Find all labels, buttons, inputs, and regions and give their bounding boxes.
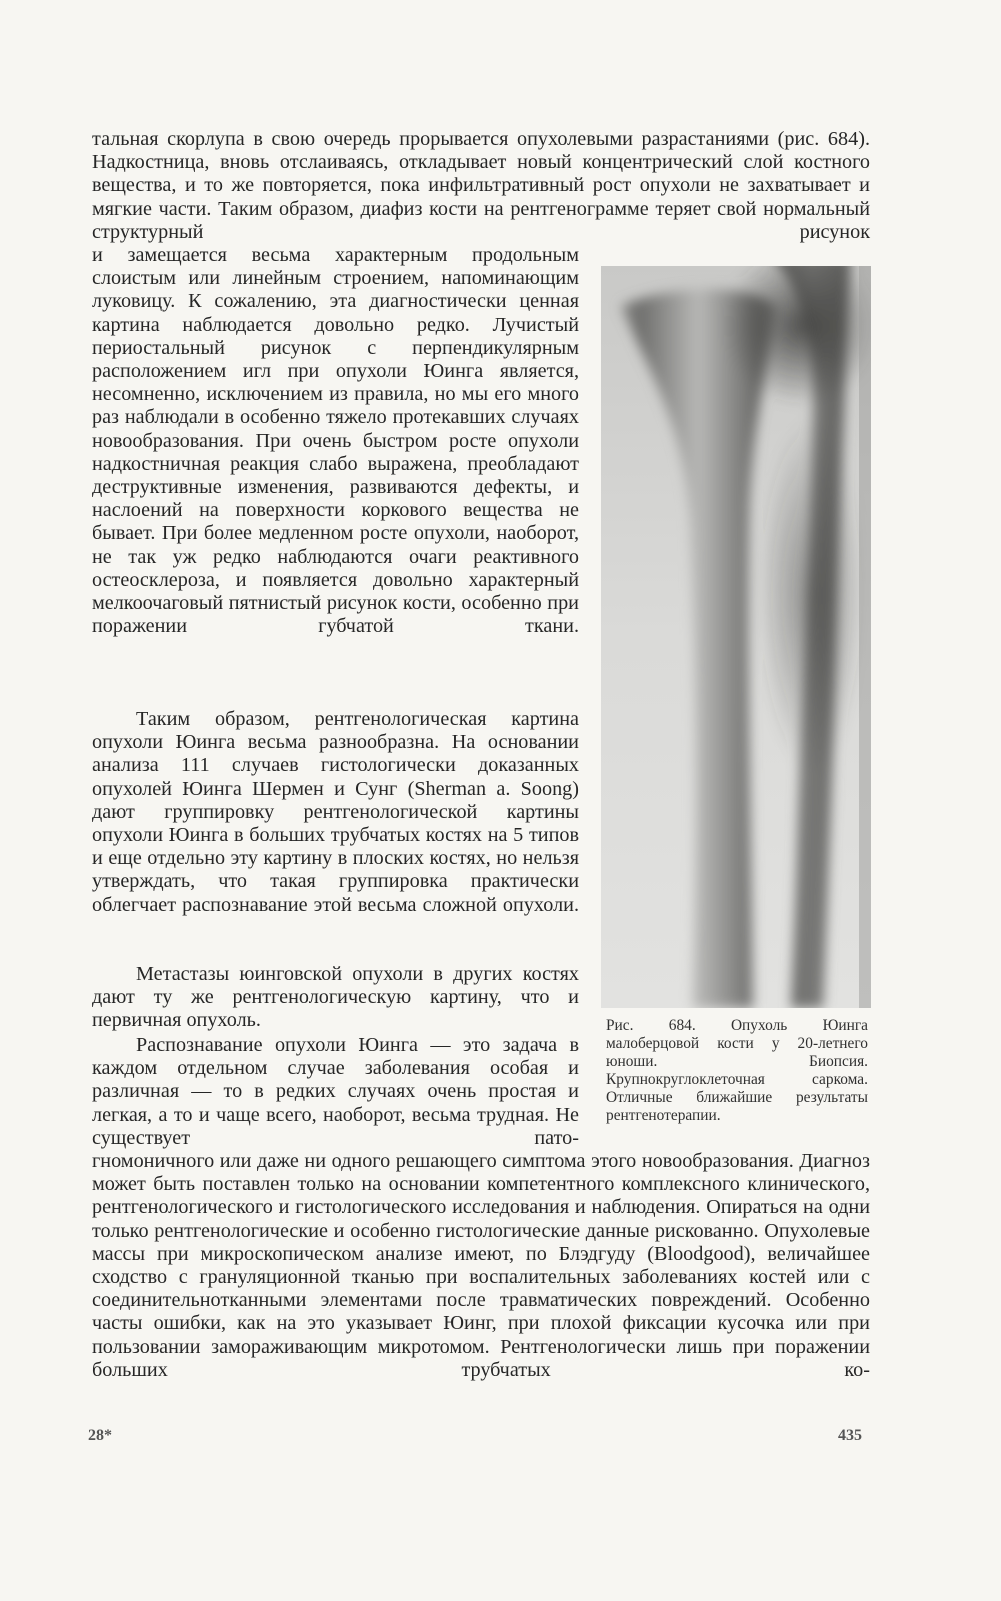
paragraph-metastases: Метастазы юинговской опухоли в других костях дают ту же рентгенологическую картину, что и первичная опухоль. — [92, 963, 579, 1032]
paragraph-bottom: гномоничного или даже ни одного решающего симптома этого новообразования. Диагноз может быть поставлен только на основании компетентного комплексного клинического, рентгенологического и гистологического исследования и наблюдения. Опираться на одни только рентгенологические и особенно гистологические данные рискованно. Опухолевые массы при микроскопическом анализе имеют, по Блэдгуду (Bloodgood), величайшее сходство с грануляционной тканью при воспалительных заболеваниях костей или с соединительнотканными элементами после травматических повреждений. Особенно часты ошибки, как на это указывает Юинг, при плохой фиксации кусочка или при пользовании замораживающим микротомом. Рентгенологически лишь при поражении больших трубчатых ко- — [92, 1150, 870, 1381]
paragraph-classification: Таким образом, рентгенологическая картина опухоли Юинга весьма разнообразна. На основании анализа 111 случаев гистологически доказанных опухолей Юинга Шермен и Сунг (Sherman a. Soong) дают группировку рентгенологической картины опухоли Юинга в больших трубчатых костях на 5 типов и еще отдельно эту картину в плоских костях, но нельзя утверждать, что такая группировка практически облегчает распознавание этой весьма сложной опухоли. — [92, 708, 579, 916]
paragraph-diagnosis: Распознавание опухоли Юинга — это задача в каждом отдельном случае заболевания особая и различная — то в редких случаях очень простая и легкая, а то и чаще всего, наоборот, весьма трудная. Не существует пато- — [92, 1034, 579, 1149]
signature-mark: 28* — [88, 1427, 112, 1444]
xray-image — [601, 266, 871, 1008]
figure-caption: Рис. 684. Опухоль Юинга малоберцовой кости у 20-летнего юноши. Биопсия. Крупнокруглоклеточная саркома. Отличные ближайшие результаты рентгенотерапии. — [606, 1017, 868, 1124]
page-number: 435 — [838, 1427, 862, 1444]
paragraph-top: тальная скорлупа в свою очередь прорывается опухолевыми разрастаниями (рис. 684). Надкостница, вновь отслаиваясь, откладывает новый концентрический слой костного вещества, и то же повторяется, пока инфильтративный рост опухоли не захватывает и мягкие части. Таким образом, диафиз кости на рентгенограмме теряет свой нормальный структурный рисунок — [92, 128, 870, 243]
paragraph-onion-pattern: и замещается весьма характерным продольным слоистым или линейным строением, напоминающим луковицу. К сожалению, эта диагностически ценная картина наблюдается довольно редко. Лучистый периостальный рисунок с перпендикулярным расположением игл при опухоли Юинга является, несомненно, исключением из правила, но мы его много раз наблюдали в особенно тяжело протекавших случаях новообразования. При очень быстром росте опухоли надкостничная реакция слабо выражена, преобладают деструктивные изменения, развиваются дефекты, и наслоений на поверхности коркового вещества не бывает. При более медленном росте опухоли, наоборот, не так уж редко наблюдаются очаги реактивного остеосклероза, и появляется довольно характерный мелкоочаговый пятнистый рисунок кости, особенно при поражении губчатой ткани. — [92, 244, 579, 638]
xray-figure — [601, 266, 871, 1008]
